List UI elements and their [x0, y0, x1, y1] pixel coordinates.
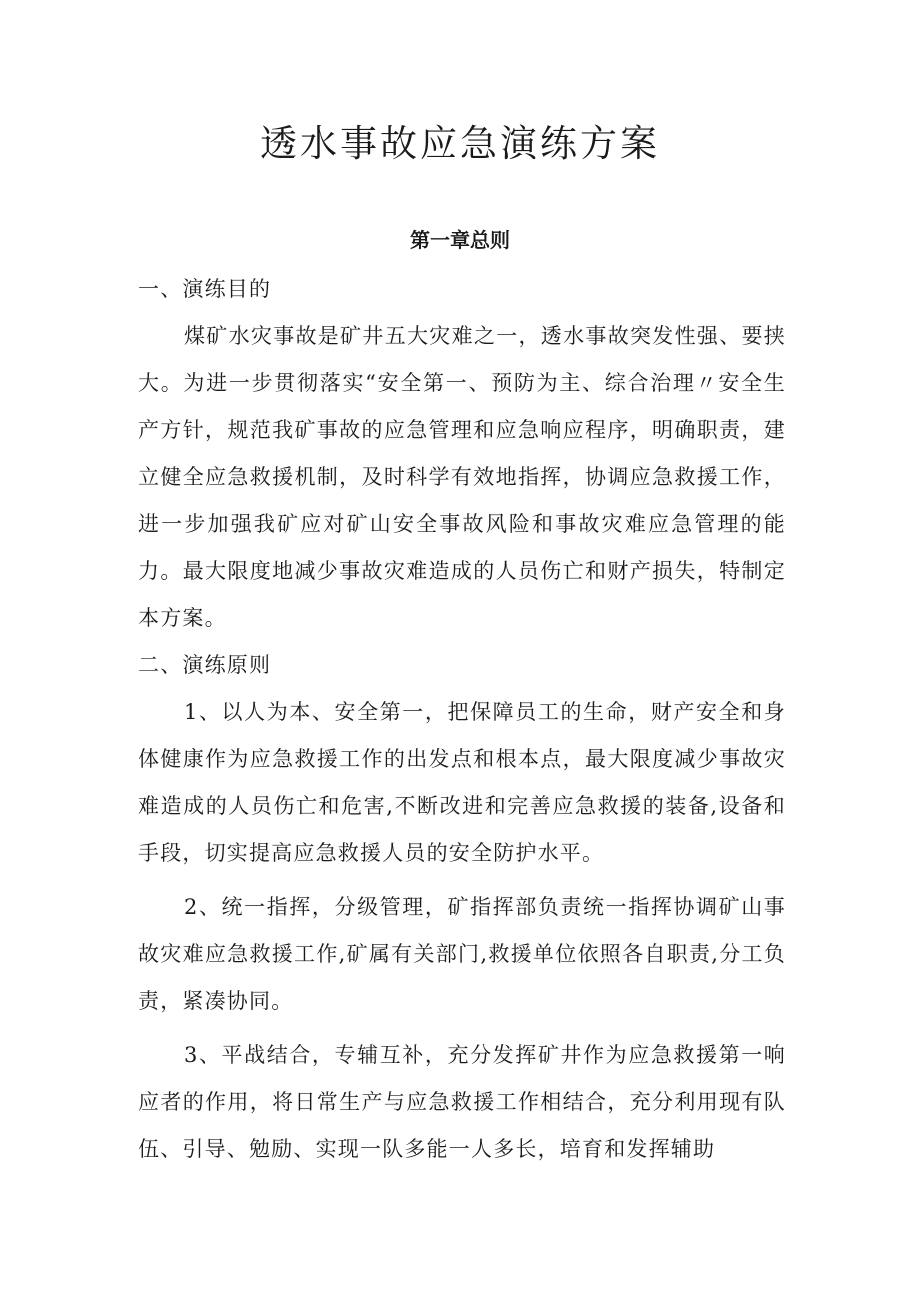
chapter-heading: 第一章总则	[410, 228, 510, 252]
principle-paragraph-3: 3、平战结合，专辅互补，充分发挥矿井作为应急救援第一响应者的作用，将日常生产与应急救援工作相结合，充分利用现有队伍、引导、勉励、实现一队多能一人多长，培育和发挥辅助	[138, 1043, 786, 1161]
document-body	[138, 266, 786, 1173]
paragraph-purpose: 煤矿水灾事故是矿井五大灾难之一，透水事故突发性强、要挟大。为进一步贯彻落实“安全第一、预防为主、综合治理〃安全生产方针，规范我矿事故的应急管理和应急响应程序，明确职责，建立健全应急救援机制，及时科学有效地指挥，协调应急救援工作，进一步加强我矿应对矿山安全事故风险和事故灾难应急管理的能力。最大限度地减少事故灾难造成的人员伤亡和财产损失，特制定本方案。	[138, 324, 786, 630]
section-heading-purpose: 一、演练目的	[138, 277, 272, 301]
document-title: 透水事故应急演练方案	[260, 122, 660, 165]
principle-paragraph-2: 2、统一指挥，分级管理，矿指挥部负责统一指挥协调矿山事故灾难应急救援工作,矿属有关部门,救援单位依照各自职责,分工负责，紧凑协同。	[138, 895, 786, 1013]
section-heading-principles: 二、演练原则	[138, 653, 272, 677]
principle-paragraph-1: 1、以人为本、安全第一，把保障员工的生命，财产安全和身体健康作为应急救援工作的出发点和根本点，最大限度减少事故灾难造成的人员伤亡和危害,不断改进和完善应急救援的装备,设备和手段，切实提高应急救援人员的安全防护水平。	[138, 700, 786, 865]
